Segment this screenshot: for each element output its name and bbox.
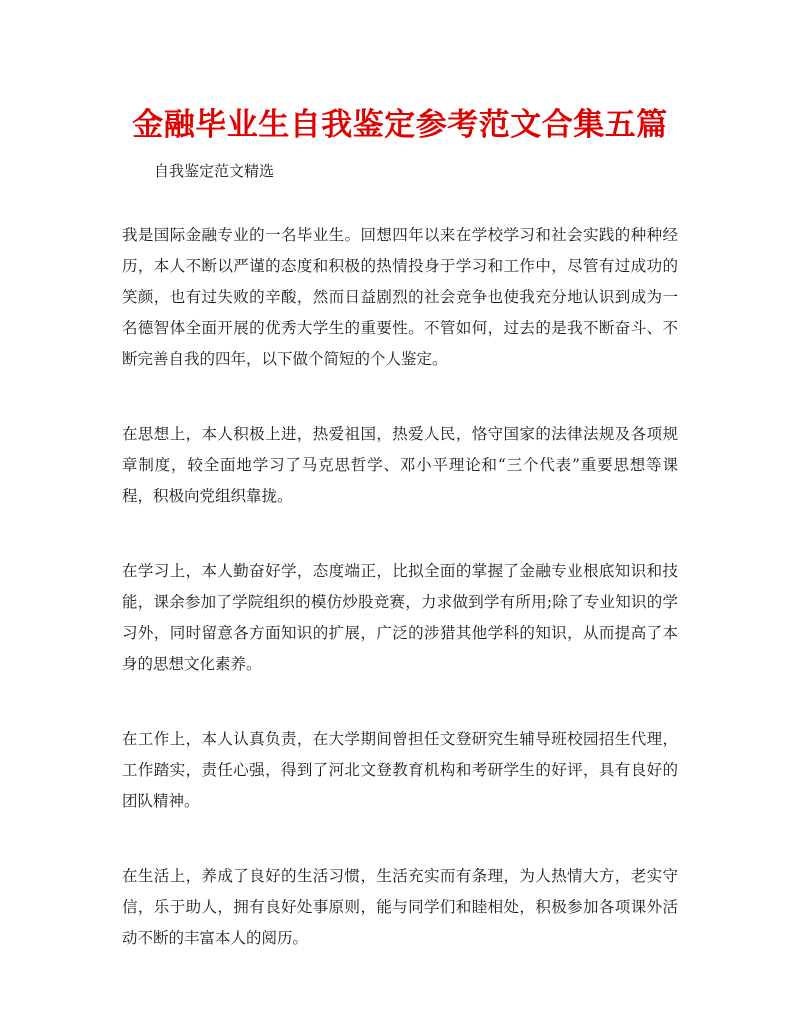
document-body [122, 220, 678, 998]
paragraph-work: 在工作上，本人认真负责，在大学期间曾担任文登研究生辅导班校园招生代理，工作踏实，责任心强，得到了河北文登教育机构和考研学生的好评，具有良好的团队精神。 [122, 730, 678, 810]
paragraph-intro: 我是国际金融专业的一名毕业生。回想四年以来在学校学习和社会实践的种种经历，本人不断以严谨的态度和积极的热情投身于学习和工作中，尽管有过成功的笑颜，也有过失败的辛酸，然而日益剧烈的社会竞争也使我充分地认识到成为一名德智体全面开展的优秀大学生的重要性。不管如何，过去的是我不断奋斗、不断完善自我的四年，以下做个简短的个人鉴定。 [122, 226, 678, 368]
paragraph-life: 在生活上，养成了良好的生活习惯，生活充实而有条理，为人热情大方，老实守信，乐于助人，拥有良好处事原则，能与同学们和睦相处，积极参加各项课外活动不断的丰富本人的阅历。 [122, 867, 678, 947]
document-title: 金融毕业生自我鉴定参考范文合集五篇 [132, 107, 668, 143]
paragraph-thought: 在思想上，本人积极上进，热爱祖国，热爱人民，恪守国家的法律法规及各项规章制度，较全面地学习了马克思哲学、邓小平理论和“三个代表”重要思想等课程，积极向党组织靠拢。 [122, 425, 678, 505]
paragraph-study: 在学习上，本人勤奋好学，态度端正，比拟全面的掌握了金融专业根底知识和技能，课余参加了学院组织的模仿炒股竞赛，力求做到学有所用;除了专业知识的学习外，同时留意各方面知识的扩展，广泛的涉猎其他学科的知识，从而提高了本身的思想文化素养。 [122, 562, 678, 673]
document-subtitle: 自我鉴定范文精选 [154, 162, 275, 180]
